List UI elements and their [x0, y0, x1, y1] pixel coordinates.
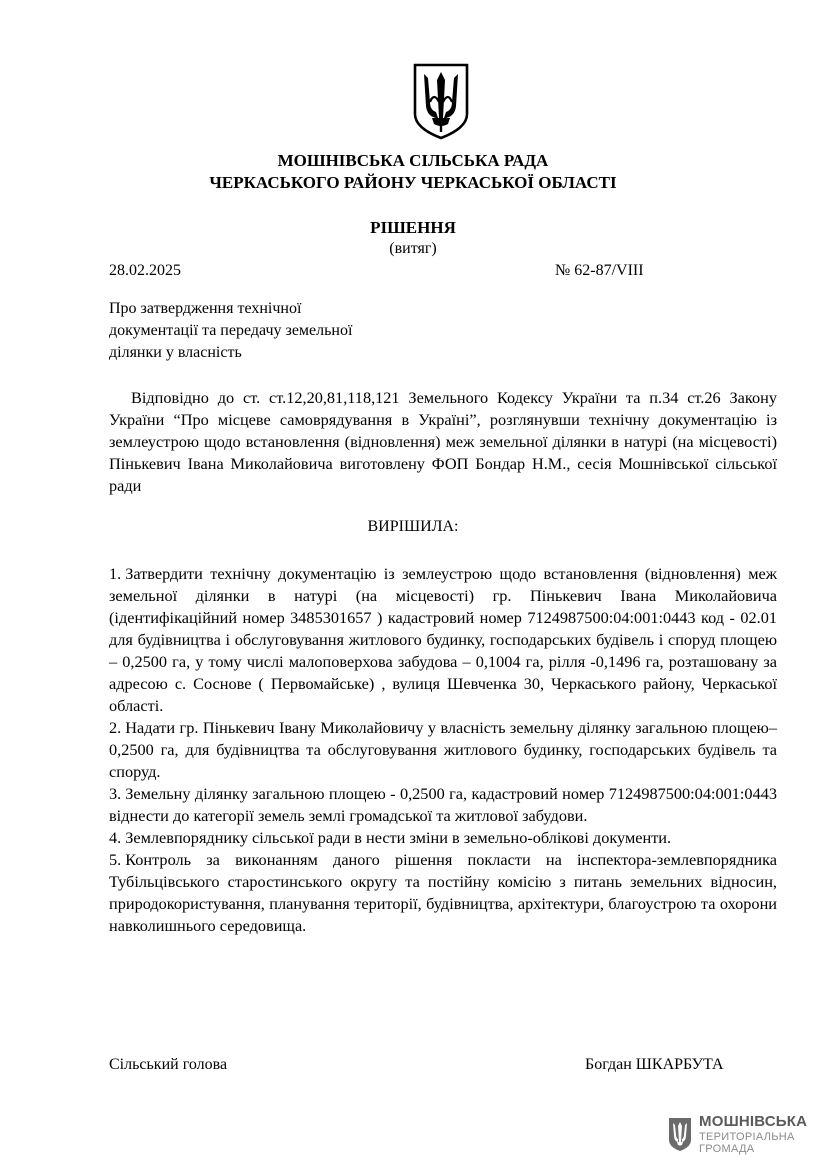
logo-line-2: ТЕРИТОРІАЛЬНА: [699, 1131, 795, 1143]
logo-line-3: ГРОМАДА: [699, 1143, 755, 1155]
decision-item: [109, 849, 777, 937]
subject-line: ділянки у власність: [109, 344, 242, 361]
signature-name: Богдан ШКАРБУТА: [585, 1056, 724, 1073]
item-text: Землевпоряднику сільської ради в нести зміни в земельно-облікові документи.: [125, 828, 672, 847]
trident-emblem-icon: [412, 62, 470, 140]
document-date: 28.02.2025: [109, 262, 181, 279]
subject-line: документації та передачу земельної: [109, 322, 353, 339]
signature-position: Сільський голова: [109, 1056, 228, 1073]
item-number: 4.: [109, 828, 122, 847]
item-number: 1.: [109, 564, 122, 583]
document-title: РІШЕННЯ: [370, 218, 456, 237]
item-number: 3.: [109, 784, 122, 803]
document-subtitle: (витяг): [389, 240, 437, 257]
decision-item: [109, 717, 777, 783]
decision-item: [109, 783, 777, 827]
decision-item: [109, 827, 777, 849]
item-number: 5.: [109, 850, 122, 869]
document-subject: [109, 298, 449, 364]
decision-item: [109, 563, 777, 717]
org-name-line-2: ЧЕРКАСЬКОГО РАЙОНУ ЧЕРКАСЬКОЇ ОБЛАСТІ: [209, 173, 617, 192]
item-text: Земельну ділянку загальною площею - 0,2500 га, кадастровий номер 7124987500:04:001:0443 віднести до категорії земель землі громадської та житлової забудови.: [109, 784, 777, 825]
logo-name: МОШНІВСЬКА: [699, 1113, 808, 1130]
document-number: № 62-87/VIII: [555, 262, 644, 279]
decision-items: [109, 563, 777, 937]
item-text: Надати гр. Пінькевич Івану Миколайовичу у власність земельну ділянку загальною площею– 0,2500 га, для будівництва та обслуговування житлового будинку, господарських будівель та споруд.: [109, 718, 777, 781]
item-number: 2.: [109, 718, 122, 737]
preamble-paragraph: Відповідно до ст. ст.12,20,81,118,121 Земельного Кодексу України та п.34 ст.26 Закону України “Про місцеве самоврядування в Україні”, розглянувши технічну документацію із землеустрою щодо встановлення (відновлення) меж земельної ділянки в натурі (на місцевості) Пінькевич Івана Миколайовича виготовлену ФОП Бондар Н.М., сесія Мошнівської сільської ради: [109, 388, 777, 495]
org-name-line-1: МОШНІВСЬКА СІЛЬСЬКА РАДА: [277, 151, 549, 170]
community-logo: [667, 1114, 807, 1154]
item-text: Контроль за виконанням даного рішення покласти на інспектора-землевпорядника Тубільцівського старостинського округу та постійну комісію з питань земельних відносин, природокористування, планування території, будівництва, архітектури, благоустрою та охорони навколишнього середовища.: [109, 850, 777, 935]
subject-line: Про затвердження технічної: [109, 300, 302, 317]
item-text: Затвердити технічну документацію із землеустрою щодо встановлення (відновлення) меж земельної ділянки в натурі (на місцевості) гр. Пінькевич Івана Миколайовича (ідентифікаційний номер 3485301657 ) кадастровий номер 7124987500:04:001:0443 код - 02.01 для будівництва і обслуговування житлового будинку, господарських будівель і споруд площею – 0,2500 га, у тому числі малоповерхова забудова – 0,1004 га, рілля -0,1496 га, розташовану за адресою с. Соснове ( Первомайське) , вулиця Шевченка 30, Черкаського району, Черкаської області.: [109, 564, 777, 715]
decided-heading: ВИРІШИЛА:: [367, 518, 459, 535]
trident-logo-icon: [667, 1116, 693, 1152]
